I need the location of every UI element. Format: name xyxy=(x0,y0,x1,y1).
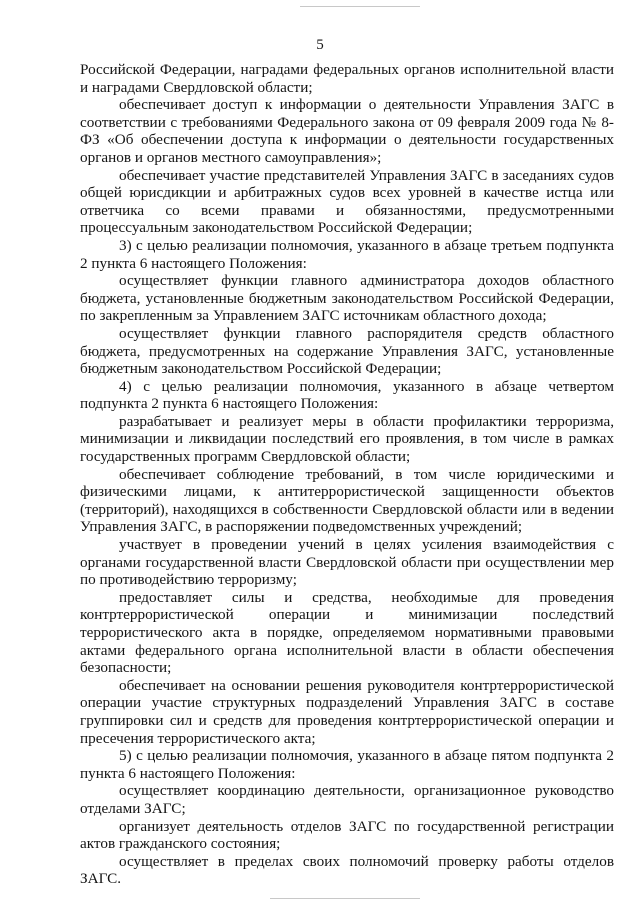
paragraph: обеспечивает участие представителей Управления ЗАГС в заседаниях судов общей юрисдикции и арбитражных судов всех уровней в качестве истца или ответчика со всеми правами и обязанностями, предусмотренными процессуальным законодательством Российской Федерации; xyxy=(80,166,614,237)
paragraph: осуществляет в пределах своих полномочий проверку работы отделов ЗАГС. xyxy=(80,852,614,888)
paragraph: 4) с целью реализации полномочия, указанного в абзаце четвертом подпункта 2 пункта 6 настоящего Положения: xyxy=(80,377,614,413)
paragraph: организует деятельность отделов ЗАГС по государственной регистрации актов гражданского состояния; xyxy=(80,817,614,853)
paragraph: обеспечивает доступ к информации о деятельности Управления ЗАГС в соответствии с требованиями Федерального закона от 09 февраля 2009 года № 8-ФЗ «Об обеспечении доступа к информации о деятельности государственных органов и органов местного самоуправления»; xyxy=(80,96,614,166)
paragraph: Российской Федерации, наградами федеральных органов исполнительной власти и наградами Свердловской области; xyxy=(80,61,614,96)
scan-edge-top xyxy=(300,6,420,7)
paragraph: осуществляет функции главного администратора доходов областного бюджета, установленные бюджетным законодательством Российской Федерации, по закрепленным за Управлением ЗАГС источникам областного дохода; xyxy=(80,272,614,325)
paragraph: обеспечивает на основании решения руководителя контртеррористической операции участие структурных подразделений Управления ЗАГС в составе группировки сил и средств для проведения контртеррористической операции и пресечения террористического акта; xyxy=(80,676,614,747)
paragraph: 3) с целью реализации полномочия, указанного в абзаце третьем подпункта 2 пункта 6 настоящего Положения: xyxy=(80,236,614,272)
paragraph: осуществляет координацию деятельности, организационное руководство отделами ЗАГС; xyxy=(80,782,614,817)
paragraph: предоставляет силы и средства, необходимые для проведения контртеррористической операции и минимизации последствий террористического акта в порядке, определяемом нормативными правовыми актами федерального органа исполнительной власти в области обеспечения безопасности; xyxy=(80,588,614,677)
scan-edge-bottom xyxy=(270,898,420,899)
paragraph: 5) с целью реализации полномочия, указанного в абзаце пятом подпункта 2 пункта 6 настоящего Положения: xyxy=(80,747,614,782)
paragraph: осуществляет функции главного распорядителя средств областного бюджета, предусмотренных на содержание Управления ЗАГС, установленные бюджетным законодательством Российской Федерации; xyxy=(80,324,614,378)
page-number: 5 xyxy=(316,37,324,53)
paragraph: разрабатывает и реализует меры в области профилактики терроризма, минимизации и ликвидации последствий его проявления, в том числе в рамках государственных программ Свердловской области; xyxy=(80,412,614,466)
paragraph: обеспечивает соблюдение требований, в том числе юридическими и физическими лицами, к антитеррористической защищенности объектов (территорий), находящихся в собственности Свердловской области или в ведении Управления ЗАГС, в распоряжении подведомственных учреждений; xyxy=(80,465,614,536)
paragraph: участвует в проведении учений в целях усиления взаимодействия с органами государственной власти Свердловской области при осуществлении мер по противодействию терроризму; xyxy=(80,536,614,589)
document-body xyxy=(80,61,614,888)
